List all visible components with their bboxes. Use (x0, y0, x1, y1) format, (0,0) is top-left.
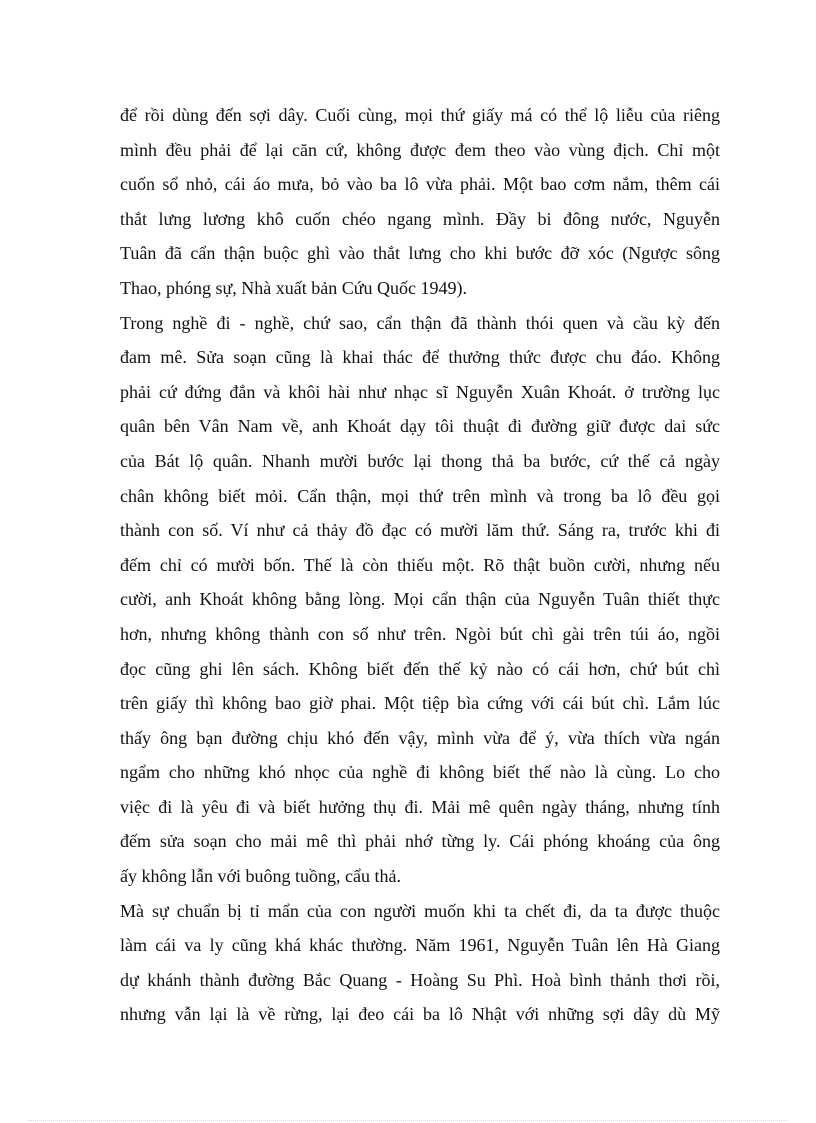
page-bottom-divider (28, 1120, 788, 1121)
text-line: đếm sửa soạn cho mải mê thì phải nhớ từng ly. Cái phóng khoáng của ông (120, 831, 720, 852)
text-line: Tuân đã cẩn thận buộc ghì vào thắt lưng cho khi bước đỡ xóc (Ngược sông (120, 243, 720, 264)
text-line: của Bát lộ quân. Nhanh mười bước lại thong thả ba bước, cứ thế cả ngày (120, 450, 720, 471)
body-text (120, 98, 720, 1032)
text-line: chân không biết mỏi. Cẩn thận, mọi thứ trên mình và trong ba lô đều gọi (120, 485, 720, 506)
text-line: ngẩm cho những khó nhọc của nghề đi không biết thế nào là cùng. Lo cho (120, 762, 720, 783)
text-line: thấy ông bạn đường chịu khó đến vậy, mình vừa để ý, vừa thích vừa ngán (120, 727, 720, 748)
text-line: Trong nghề đi - nghề, chứ sao, cẩn thận đã thành thói quen và cầu kỳ đến (120, 312, 720, 333)
text-line: nhưng vẫn lại là về rừng, lại đeo cái ba lô Nhật với những sợi dây dù Mỹ (120, 1004, 720, 1025)
text-line: dự khánh thành đường Bắc Quang - Hoàng Su Phì. Hoà bình thảnh thơi rồi, (120, 969, 720, 990)
text-line: Thao, phóng sự, Nhà xuất bản Cứu Quốc 1949). (120, 277, 467, 298)
text-line: đếm chỉ có mười bốn. Thế là còn thiếu một. Rõ thật buồn cười, nhưng nếu (120, 554, 720, 575)
text-line: trên giấy thì không bao giờ phai. Một tiệp bìa cứng với cái bút chì. Lắm lúc (120, 693, 720, 714)
text-line: cười, anh Khoát không bằng lòng. Mọi cẩn thận của Nguyễn Tuân thiết thực (120, 589, 720, 610)
text-line: thành con số. Ví như cả thảy đồ đạc có mười lăm thứ. Sáng ra, trước khi đi (120, 520, 720, 541)
text-line: đọc cũng ghi lên sách. Không biết đến thế kỷ nào có cái hơn, chứ bút chì (120, 658, 720, 679)
text-line: ấy không lẫn với buông tuồng, cẩu thả. (120, 866, 401, 887)
text-line: thắt lưng lương khô cuốn chéo ngang mình. Đầy bi đông nước, Nguyễn (120, 208, 720, 229)
text-line: đam mê. Sửa soạn cũng là khai thác để thưởng thức được chu đáo. Không (120, 347, 720, 368)
text-line: mình đều phải để lại căn cứ, không được đem theo vào vùng địch. Chỉ một (120, 139, 720, 160)
text-line: quân bên Vân Nam về, anh Khoát dạy tôi thuật đi đường giữ được dai sức (120, 416, 720, 437)
text-line: cuốn sổ nhỏ, cái áo mưa, bỏ vào ba lô vừa phải. Một bao cơm nắm, thêm cái (120, 174, 720, 195)
text-line: hơn, nhưng không thành con số như trên. Ngòi bút chì gài trên túi áo, ngồi (120, 623, 720, 644)
text-line: làm cái va ly cũng khá khác thường. Năm 1961, Nguyễn Tuân lên Hà Giang (120, 935, 720, 956)
text-line: phải cứ đứng đắn và khôi hài như nhạc sĩ Nguyễn Xuân Khoát. ở trường lục (120, 381, 720, 402)
text-line: việc đi là yêu đi và biết hưởng thụ đi. Mải mê quên ngày tháng, nhưng tính (120, 796, 720, 817)
text-line: để rồi dùng đến sợi dây. Cuối cùng, mọi thứ giấy má có thể lộ liễu của riêng (120, 105, 720, 125)
text-line: Mà sự chuẩn bị tỉ mẩn của con người muốn khi ta chết đi, da ta được thuộc (120, 900, 720, 921)
